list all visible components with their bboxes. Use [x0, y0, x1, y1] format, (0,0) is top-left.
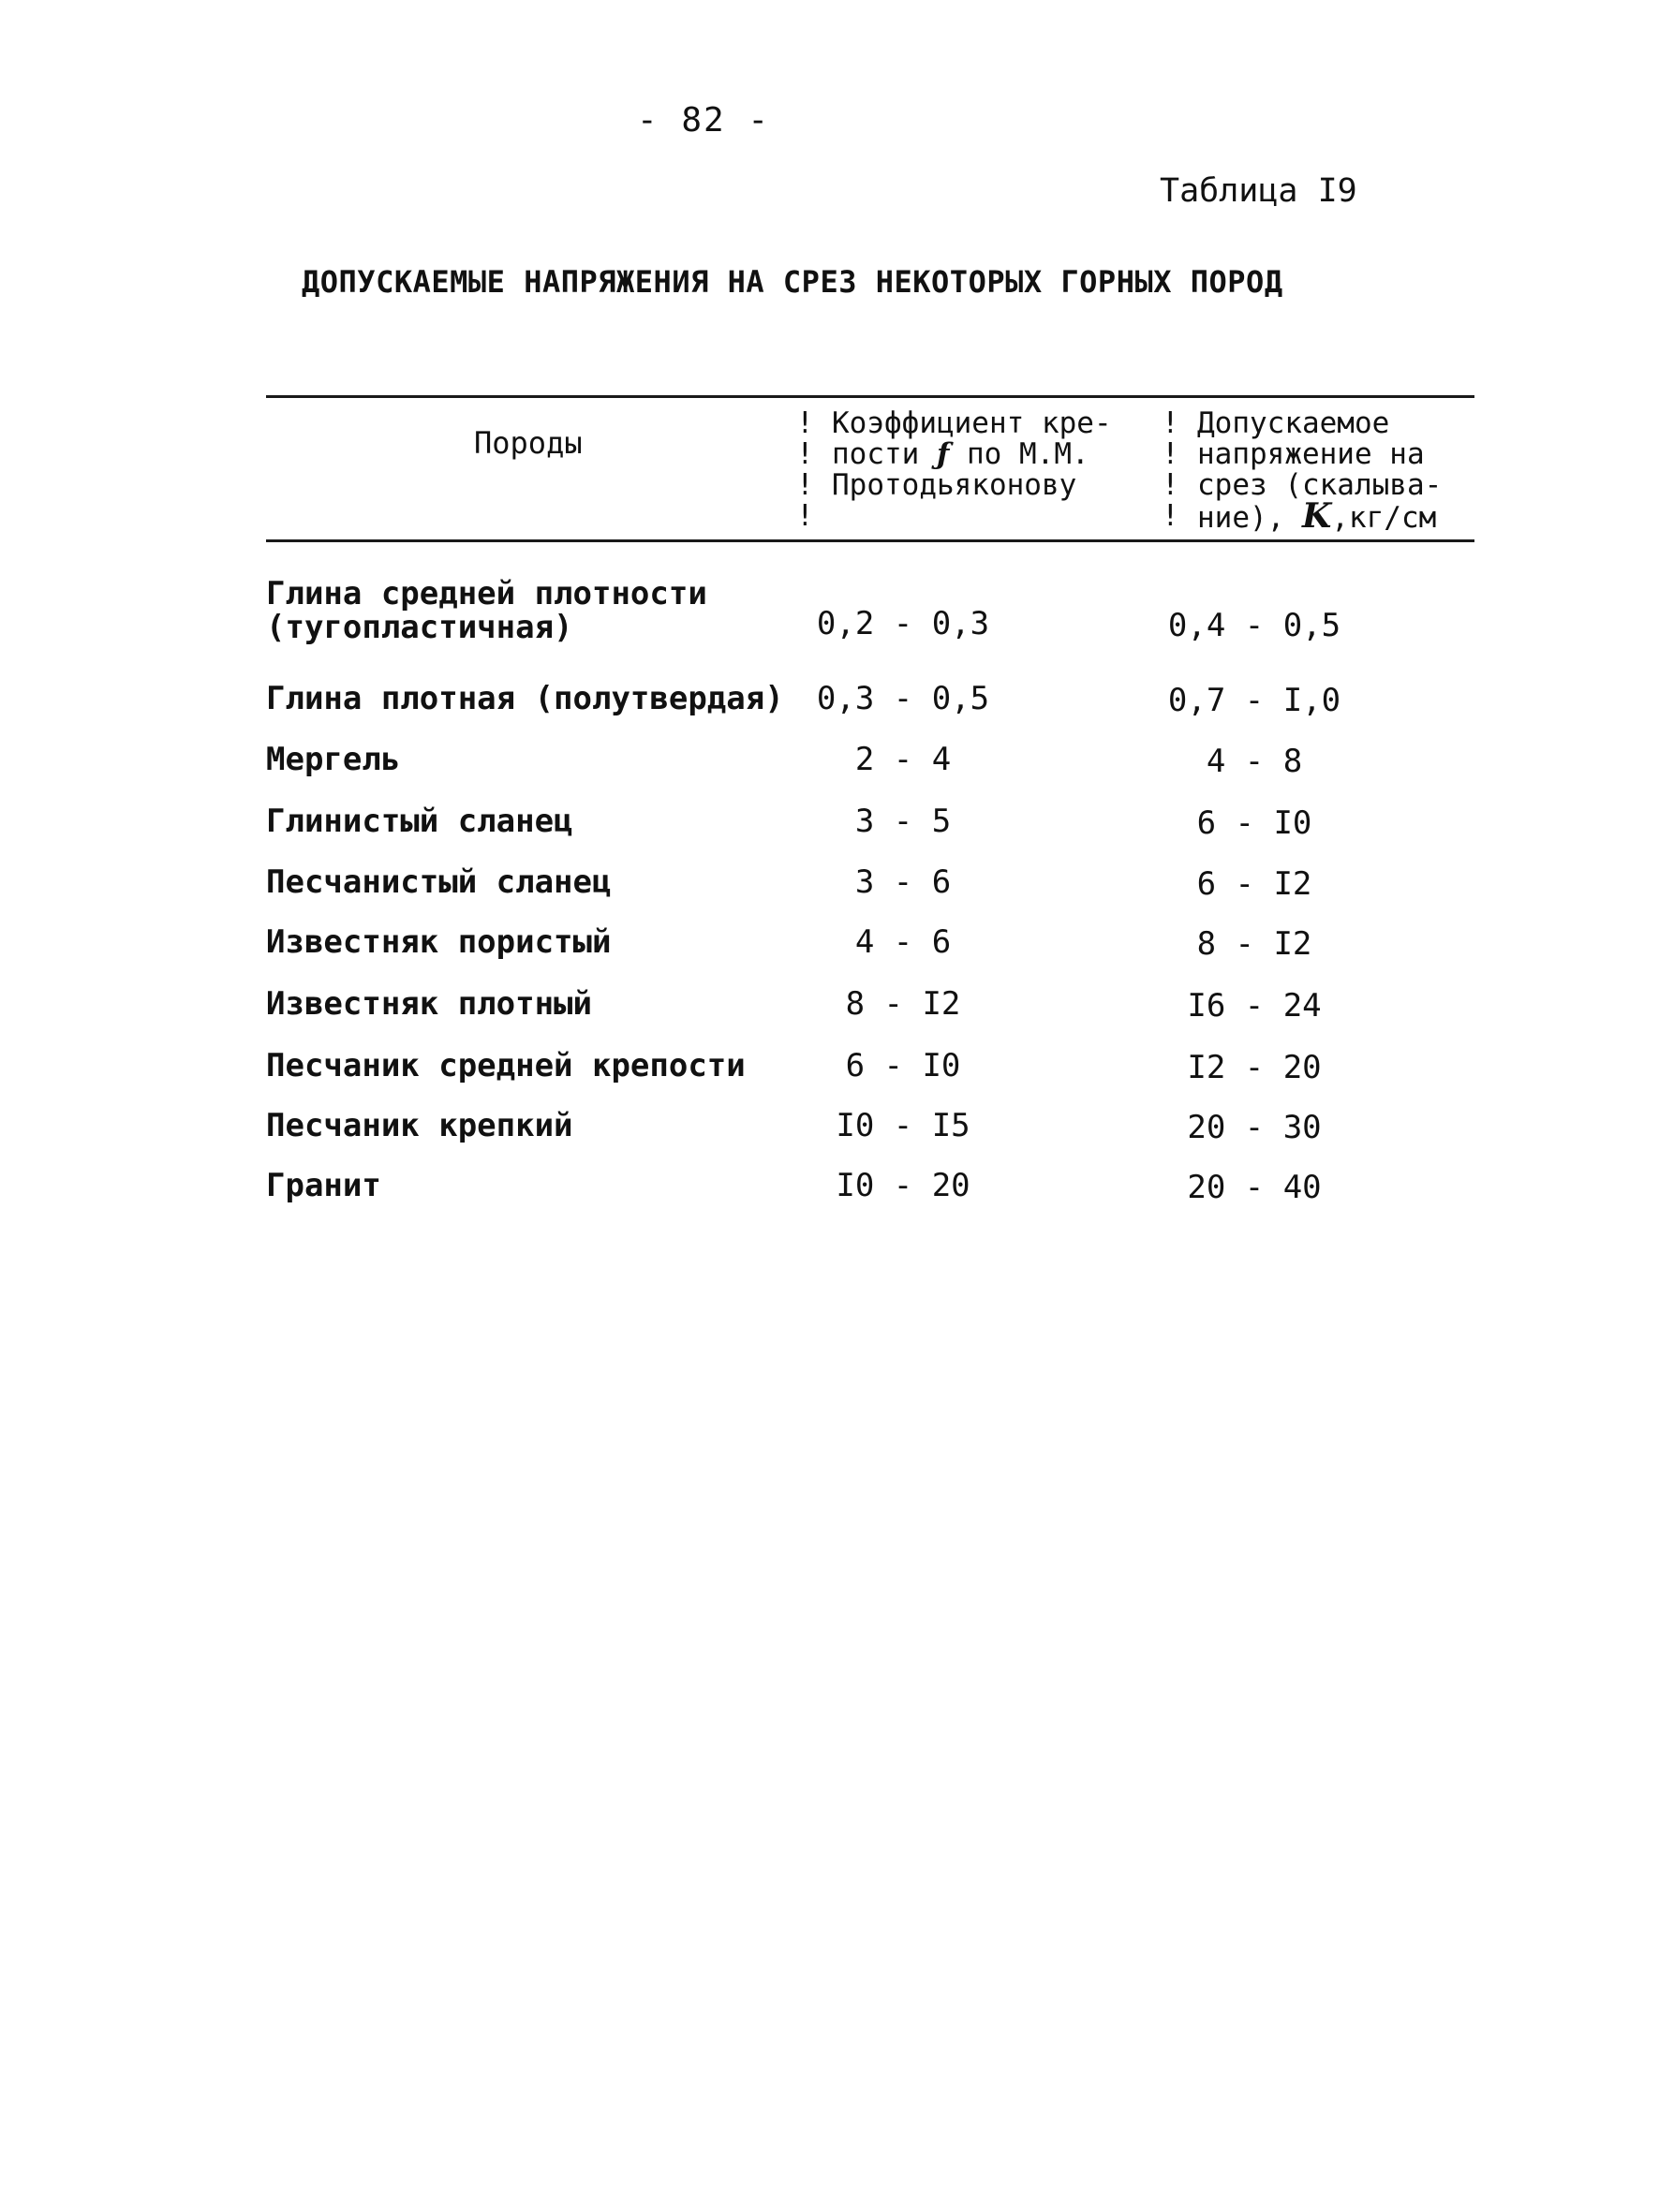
header-coefficient-line-2-post: по М.М. — [967, 437, 1089, 471]
rock-name: Глина плотная (полутвердая) — [266, 680, 784, 717]
header-coefficient-line-2 — [832, 439, 1112, 470]
stress-value: 20 - 40 — [1187, 1169, 1322, 1206]
stress-value: 0,7 - I,0 — [1167, 682, 1341, 719]
table-row — [266, 680, 1474, 719]
header-stress-line-4-post: ,кг/см — [1331, 501, 1437, 534]
stress-value: 20 - 30 — [1187, 1109, 1322, 1146]
rock-name: Глина средней плотности (тугопластичная) — [266, 575, 707, 646]
header-stress-line-2: напряжение на — [1197, 437, 1425, 471]
stress-value: I2 - 20 — [1187, 1049, 1322, 1086]
table-row — [266, 923, 1474, 963]
coefficient-value: I0 - 20 — [836, 1167, 970, 1204]
rock-name: Гранит — [266, 1167, 381, 1204]
coefficient-value: 6 - I0 — [845, 1047, 961, 1084]
page-number: - 82 - — [637, 101, 771, 140]
coefficient-value: 4 - 6 — [854, 923, 952, 961]
coefficient-value: 8 - I2 — [845, 985, 961, 1023]
table-row — [266, 863, 1474, 903]
table-body — [266, 575, 1474, 1206]
rock-name: Известняк плотный — [266, 985, 592, 1023]
coefficient-value: 0,3 - 0,5 — [816, 680, 990, 717]
coefficient-value: 3 - 6 — [854, 863, 952, 901]
table-row — [266, 803, 1474, 842]
table-header-rule — [266, 539, 1474, 542]
stress-value: 4 - 8 — [1206, 743, 1303, 780]
header-stress-line-1: Допускаемое — [1197, 408, 1390, 440]
header-separator-2: ! ! ! ! — [1162, 406, 1179, 533]
header-separator-1: ! ! ! ! — [796, 406, 814, 533]
k-symbol: K — [1302, 496, 1332, 534]
stress-value: 0,4 - 0,5 — [1167, 607, 1341, 644]
header-stress — [1197, 408, 1461, 534]
header-coefficient — [832, 408, 1112, 501]
coefficient-value: 2 - 4 — [854, 741, 952, 778]
rock-name: Песчаник средней крепости — [266, 1047, 746, 1084]
table-row — [266, 1167, 1474, 1206]
stress-value: 8 - I2 — [1196, 925, 1312, 963]
stress-value: 6 - I0 — [1196, 804, 1312, 842]
coefficient-value: 0,2 - 0,3 — [816, 605, 990, 642]
header-rocks: Породы — [474, 425, 583, 461]
rock-name: Песчанистый сланец — [266, 863, 612, 901]
table-row — [266, 1107, 1474, 1146]
rock-name: Известняк пористый — [266, 923, 612, 961]
coefficient-value: I0 - I5 — [836, 1107, 970, 1144]
coefficient-value: 3 - 5 — [854, 803, 952, 840]
table-label: Таблица I9 — [1160, 172, 1357, 210]
rock-name: Песчаник крепкий — [266, 1107, 573, 1144]
header-coefficient-line-1: Коэффициент кре- — [832, 406, 1112, 440]
stress-value: I6 - 24 — [1187, 987, 1322, 1025]
table-title: ДОПУСКАЕМЫЕ НАПРЯЖЕНИЯ НА СРЕЗ НЕКОТОРЫХ ГОРНЫХ ПОРОД — [302, 264, 1283, 300]
rock-name: Глинистый сланец — [266, 803, 573, 840]
table-row — [266, 741, 1474, 780]
header-coefficient-line-3: Протодьяконову — [832, 468, 1077, 502]
table-row — [266, 985, 1474, 1025]
header-stress-line-4-pre: ние), — [1197, 501, 1285, 534]
table-top-rule — [266, 395, 1474, 398]
rock-name: Мергель — [266, 741, 401, 778]
table-row — [266, 575, 1474, 646]
header-stress-line-4 — [1197, 496, 1461, 534]
f-symbol: ƒ — [937, 437, 950, 471]
stress-value: 6 - I2 — [1196, 865, 1312, 903]
header-stress-line-3: срез (скалыва- — [1197, 468, 1443, 502]
header-coefficient-line-2-pre: пости — [832, 437, 920, 471]
table-row — [266, 1047, 1474, 1086]
